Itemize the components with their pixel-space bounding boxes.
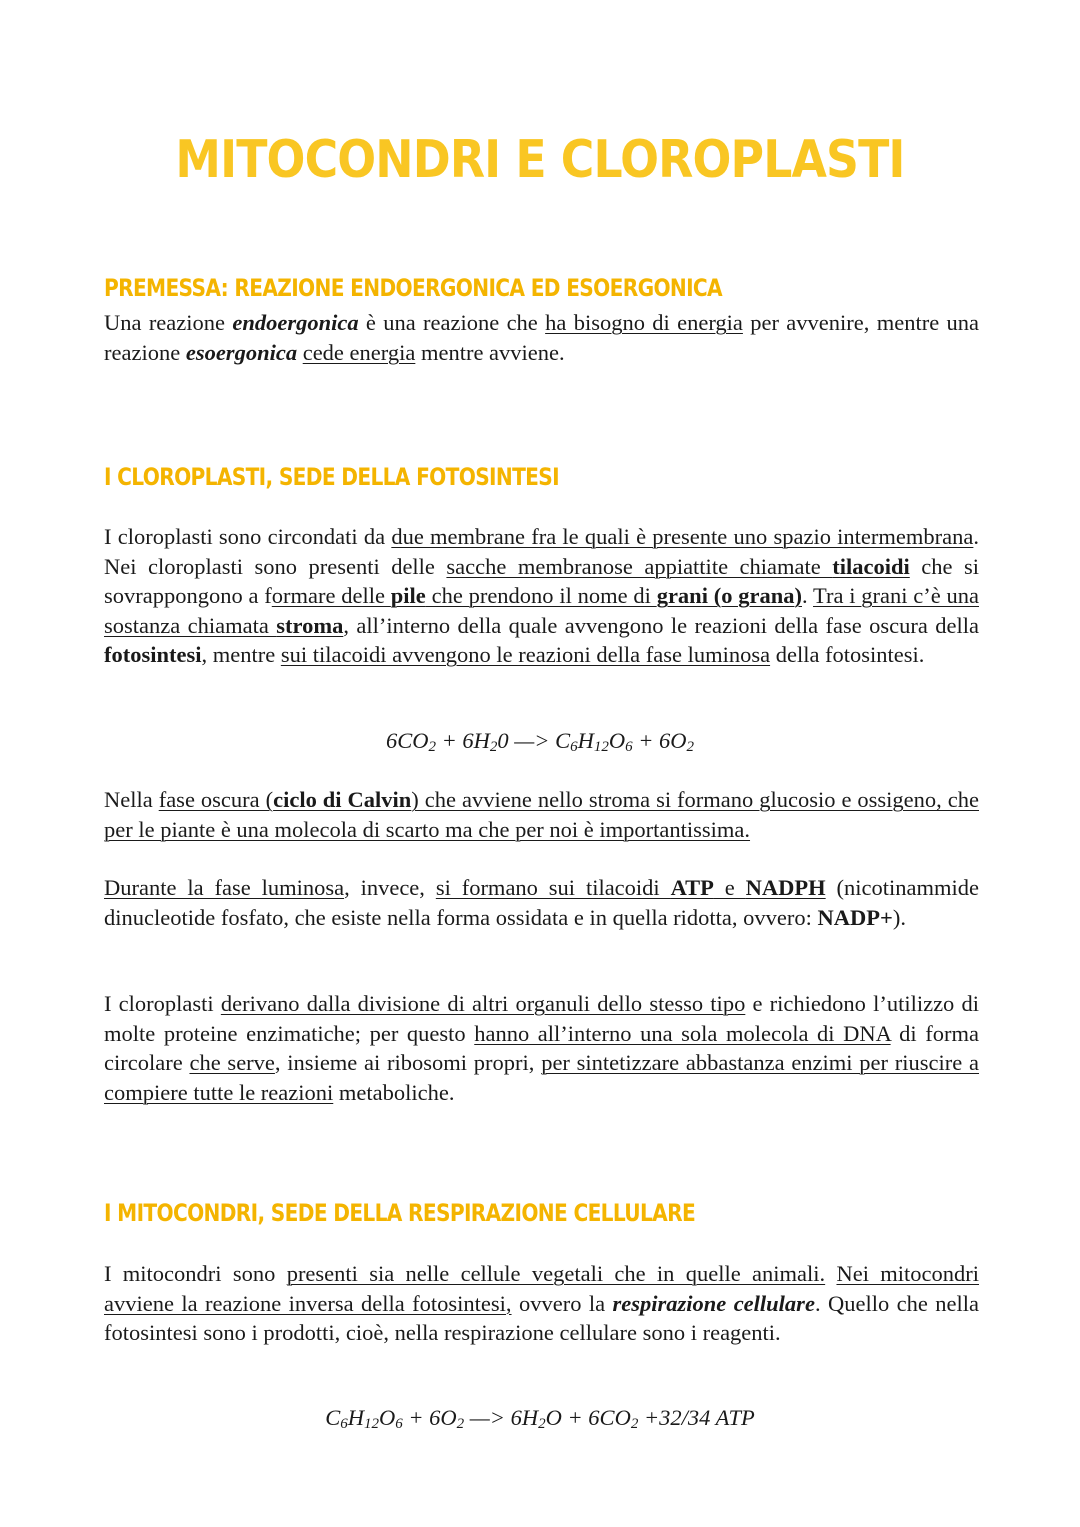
section-heading-cloroplasti: I CLOROPLASTI, SEDE DELLA FOTOSINTESI [104,463,559,491]
respiration-formula: $C_6H_{12}O_6 + 6O_2$ —> $6H_2O + 6CO_2 +32/34$ ATP [325,1405,755,1432]
paragraph-premessa: Una reazione endoergonica è una reazione che ha bisogno di energia per avvenire, mentre una reazione esoergonica cede energia mentre avviene. [104,310,980,365]
photosynthesis-formula: $6CO_2 + 6H_20$ —> $C_6H_{12}O_6 + 6O_2$ [385,728,695,755]
page-title: MITOCONDRI E CLOROPLASTI [175,130,905,190]
paragraph-cloroplasti-structure: I cloroplasti sono circondati da due membrane fra le quali è presente uno spazio intermembrana. Nei cloroplasti sono presenti delle sacche membranose appiattite chiamate tilacoidi che si sovrappongono a formare delle pile che prendono il nome di grani (o grana). Tra i grani c’è una sostanza chiamata stroma, all’interno della quale avvengono le reazioni della fase oscura della fotosintesi, mentre sui tilacoidi avvengono le reazioni della fase luminosa della fotosintesi. [104,524,979,667]
paragraph-fase-luminosa: Durante la fase luminosa, invece, si formano sui tilacoidi ATP e NADPH (nicotinammide dinucleotide fosfato, che esiste nella forma ossidata e in quella ridotta, ovvero: NADP+). [104,875,979,930]
section-heading-premessa: PREMESSA: REAZIONE ENDOERGONICA ED ESOERGONICA [104,274,722,302]
paragraph-mitocondri: I mitocondri sono presenti sia nelle cellule vegetali che in quelle animali. Nei mitocondri avviene la reazione inversa della fotosintesi, ovvero la respirazione cellulare. Quello che nella fotosintesi sono i prodotti, cioè, nella respirazione cellulare sono i reagenti. [104,1261,980,1345]
section-heading-mitocondri: I MITOCONDRI, SEDE DELLA RESPIRAZIONE CELLULARE [104,1199,696,1227]
paragraph-cloroplasti-dna: I cloroplasti derivano dalla divisione di altri organuli dello stesso tipo e richiedono l’utilizzo di molte proteine enzimatiche; per questo hanno all’interno una sola molecola di DNA di forma circolare che serve, insieme ai ribosomi propri, per sintetizzare abbastanza enzimi per riuscire a compiere tutte le reazioni metaboliche. [104,991,980,1105]
paragraph-fase-oscura: Nella fase oscura (ciclo di Calvin) che avviene nello stroma si formano glucosio e ossigeno, che per le piante è una molecola di scarto ma che per noi è importantissima. [104,787,979,842]
